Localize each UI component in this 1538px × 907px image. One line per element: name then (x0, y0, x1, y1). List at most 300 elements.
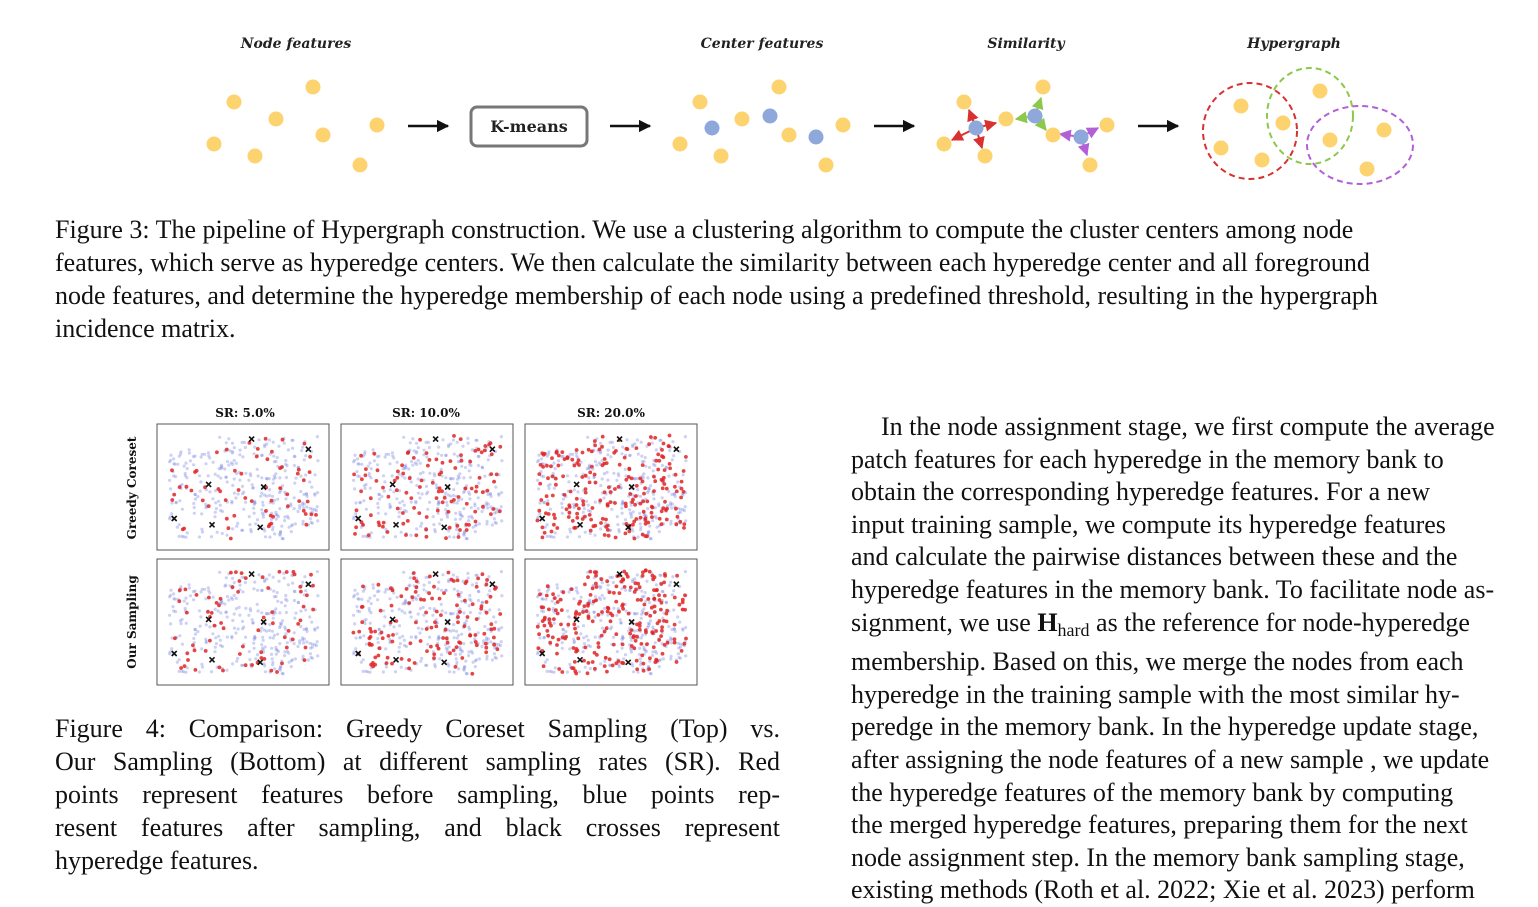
blue-point (599, 484, 602, 487)
red-point (386, 530, 390, 534)
blue-point (629, 454, 632, 457)
text-line: hyperedge features in the memory bank. To facilitate node as- (851, 574, 1495, 604)
blue-point (309, 517, 312, 520)
red-point (624, 502, 628, 506)
red-point (244, 663, 248, 667)
red-point (450, 500, 454, 504)
red-point (674, 473, 678, 477)
blue-point (239, 449, 242, 452)
blue-point (415, 527, 418, 530)
red-point (623, 456, 627, 460)
red-point (483, 444, 487, 448)
blue-point (293, 455, 296, 458)
blue-point (452, 629, 455, 632)
blue-point (360, 463, 363, 466)
red-point (213, 624, 217, 628)
blue-point (305, 492, 308, 495)
blue-point (367, 600, 370, 603)
blue-point (477, 496, 480, 499)
blue-point (223, 602, 226, 605)
blue-point (445, 589, 448, 592)
red-point (651, 574, 655, 578)
red-point (617, 659, 621, 663)
red-point (627, 529, 631, 533)
red-point (633, 537, 637, 541)
blue-point (475, 574, 478, 577)
blue-point (601, 477, 604, 480)
red-point (361, 585, 365, 589)
blue-point (488, 608, 491, 611)
blue-point (271, 657, 274, 660)
red-point (553, 596, 557, 600)
red-point (598, 499, 602, 503)
blue-point (537, 589, 540, 592)
red-point (592, 600, 596, 604)
blue-point (684, 570, 687, 573)
red-point (498, 510, 502, 514)
blue-point (384, 512, 387, 515)
red-point (458, 610, 462, 614)
blue-point (304, 473, 307, 476)
red-point (179, 666, 183, 670)
blue-point (281, 672, 284, 675)
blue-point (428, 607, 431, 610)
red-point (309, 573, 313, 577)
blue-point (383, 490, 386, 493)
blue-point (354, 647, 357, 650)
node-dot (353, 158, 368, 173)
red-point (545, 464, 549, 468)
red-point (361, 605, 365, 609)
red-point (546, 584, 550, 588)
blue-point (280, 601, 283, 604)
blue-point (313, 643, 316, 646)
center-dot (705, 121, 720, 136)
blue-point (422, 588, 425, 591)
blue-point (262, 527, 265, 530)
red-point (536, 625, 540, 629)
red-point (445, 637, 449, 641)
red-point (536, 646, 540, 650)
red-point (477, 448, 481, 452)
text-line: In the node assignment stage, we first compute the average (881, 412, 1495, 441)
blue-point (219, 476, 222, 479)
blue-point (392, 456, 395, 459)
blue-point (238, 453, 241, 456)
red-point (183, 664, 187, 668)
node-dot (269, 112, 284, 127)
red-point (446, 641, 450, 645)
red-point (455, 603, 459, 607)
blue-point (394, 535, 397, 538)
red-point (432, 652, 436, 656)
red-point (631, 636, 635, 640)
sr-label-20: SR: 20.0% (577, 406, 645, 420)
node-dot (316, 128, 331, 143)
blue-point (238, 614, 241, 617)
red-point (260, 656, 264, 660)
text-fragment: as the reference for node-hyperedge (1089, 607, 1470, 637)
blue-point (542, 636, 545, 639)
red-point (630, 500, 634, 504)
red-point (303, 442, 307, 446)
red-point (465, 502, 469, 506)
red-point (299, 619, 303, 623)
red-point (426, 464, 430, 468)
blue-point (477, 590, 480, 593)
blue-point (624, 653, 627, 656)
blue-point (368, 474, 371, 477)
caption-line: features, which serve as hyperedge centers. We then calculate the similarity between each hyperedge center and all foreground (55, 248, 1370, 277)
blue-point (477, 464, 480, 467)
blue-point (460, 498, 463, 501)
blue-point (488, 589, 491, 592)
blue-point (449, 612, 452, 615)
blue-point (639, 528, 642, 531)
blue-point (633, 577, 636, 580)
blue-point (561, 512, 564, 515)
red-point (460, 656, 464, 660)
blue-point (204, 462, 207, 465)
blue-point (624, 468, 627, 471)
blue-point (260, 627, 263, 630)
blue-point (593, 534, 596, 537)
red-point (471, 602, 475, 606)
red-point (673, 485, 677, 489)
red-point (244, 576, 248, 580)
red-point (572, 622, 576, 626)
blue-point (423, 584, 426, 587)
blue-point (659, 658, 662, 661)
red-point (473, 510, 477, 514)
blue-point (661, 464, 664, 467)
blue-point (291, 582, 294, 585)
red-point (428, 575, 432, 579)
red-point (563, 457, 567, 461)
blue-point (468, 497, 471, 500)
row-label-our-sampling: Our Sampling (125, 575, 139, 669)
red-point (413, 661, 417, 665)
blue-point (642, 595, 645, 598)
blue-point (356, 592, 359, 595)
red-point (407, 658, 411, 662)
red-point (546, 476, 550, 480)
blue-point (481, 601, 484, 604)
blue-point (398, 636, 401, 639)
blue-point (233, 627, 236, 630)
blue-point (402, 436, 405, 439)
red-point (552, 617, 556, 621)
red-point (675, 490, 679, 494)
red-point (303, 658, 307, 662)
blue-point (491, 658, 494, 661)
blue-point (251, 483, 254, 486)
blue-point (480, 645, 483, 648)
red-point (555, 652, 559, 656)
red-point (538, 482, 542, 486)
blue-point (466, 572, 469, 575)
blue-point (601, 581, 604, 584)
blue-point (184, 671, 187, 674)
blue-point (425, 485, 428, 488)
text-line: membership. Based on this, we merge the nodes from each (851, 647, 1464, 677)
blue-point (293, 631, 296, 634)
blue-point (200, 512, 203, 515)
blue-point (587, 509, 590, 512)
blue-point (293, 599, 296, 602)
red-point (352, 631, 356, 635)
blue-point (648, 622, 651, 625)
blue-point (225, 441, 228, 444)
blue-point (562, 498, 565, 501)
red-point (427, 591, 431, 595)
blue-point (493, 517, 496, 520)
blue-point (287, 583, 290, 586)
blue-point (242, 508, 245, 511)
red-point (172, 493, 176, 497)
blue-point (557, 594, 560, 597)
red-point (665, 487, 669, 491)
blue-point (676, 615, 679, 618)
red-point (360, 477, 364, 481)
red-point (664, 508, 668, 512)
blue-point (169, 515, 172, 518)
blue-point (544, 598, 547, 601)
red-point (594, 481, 598, 485)
red-point (603, 630, 607, 634)
blue-point (233, 581, 236, 584)
red-point (646, 521, 650, 525)
node-dot (1313, 84, 1328, 99)
red-point (660, 448, 664, 452)
red-point (424, 611, 428, 615)
red-point (435, 610, 439, 614)
red-point (553, 516, 557, 520)
blue-point (553, 487, 556, 490)
blue-point (398, 646, 401, 649)
red-point (459, 453, 463, 457)
red-point (291, 638, 295, 642)
blue-point (441, 438, 444, 441)
node-dot (999, 112, 1014, 127)
red-point (540, 451, 544, 455)
red-point (390, 662, 394, 666)
blue-point (494, 486, 497, 489)
blue-point (358, 475, 361, 478)
red-point (431, 481, 435, 485)
red-point (278, 570, 282, 574)
red-point (543, 624, 547, 628)
blue-point (176, 661, 179, 664)
text-line: after assigning the node features of a new sample , we update (851, 744, 1490, 774)
blue-point (230, 635, 233, 638)
blue-point (625, 438, 628, 441)
blue-point (638, 512, 641, 515)
blue-point (225, 611, 228, 614)
blue-point (377, 628, 380, 631)
red-point (464, 487, 468, 491)
red-point (385, 661, 389, 665)
blue-point (352, 460, 355, 463)
blue-point (219, 611, 222, 614)
red-point (572, 646, 576, 650)
red-point (401, 511, 405, 515)
red-point (662, 619, 666, 623)
red-point (638, 585, 642, 589)
red-point (547, 617, 551, 621)
blue-point (249, 609, 252, 612)
node-dot (1100, 118, 1115, 133)
red-point (551, 636, 555, 640)
blue-point (621, 512, 624, 515)
hyperedge-purple (1307, 106, 1413, 184)
red-point (557, 667, 561, 671)
blue-point (268, 629, 271, 632)
blue-point (214, 608, 217, 611)
blue-point (465, 619, 468, 622)
red-point (498, 612, 502, 616)
blue-point (444, 611, 447, 614)
red-point (575, 503, 579, 507)
blue-point (673, 492, 676, 495)
red-point (634, 639, 638, 643)
blue-point (671, 458, 674, 461)
node-dot (306, 80, 321, 95)
blue-point (274, 595, 277, 598)
red-point (419, 639, 423, 643)
blue-point (684, 626, 687, 629)
blue-point (377, 641, 380, 644)
blue-point (587, 639, 590, 642)
blue-point (221, 532, 224, 535)
red-point (653, 436, 657, 440)
red-point (634, 517, 638, 521)
blue-point (241, 441, 244, 444)
blue-point (536, 479, 539, 482)
blue-point (310, 521, 313, 524)
blue-point (419, 660, 422, 663)
blue-point (553, 622, 556, 625)
blue-point (489, 640, 492, 643)
blue-point (403, 639, 406, 642)
red-point (641, 480, 645, 484)
blue-point (354, 501, 357, 504)
red-point (642, 662, 646, 666)
red-point (555, 526, 559, 530)
blue-point (554, 467, 557, 470)
red-point (666, 641, 670, 645)
blue-point (268, 573, 271, 576)
blue-point (628, 508, 631, 511)
blue-point (668, 584, 671, 587)
red-point (645, 534, 649, 538)
red-point (591, 660, 595, 664)
red-point (283, 635, 287, 639)
red-point (406, 519, 410, 523)
red-point (495, 473, 499, 477)
red-point (271, 621, 275, 625)
blue-point (277, 515, 280, 518)
blue-point (491, 523, 494, 526)
blue-point (594, 595, 597, 598)
red-point (474, 490, 478, 494)
blue-point (589, 667, 592, 670)
blue-point (278, 507, 281, 510)
blue-point (641, 634, 644, 637)
red-point (434, 625, 438, 629)
red-point (302, 478, 306, 482)
red-point (455, 645, 459, 649)
red-point (414, 590, 418, 594)
red-point (575, 497, 579, 501)
red-point (399, 594, 403, 598)
blue-point (396, 461, 399, 464)
stage-label-node-features: Node features (240, 36, 352, 52)
blue-point (207, 586, 210, 589)
red-point (656, 621, 660, 625)
red-point (642, 510, 646, 514)
text-line: obtain the corresponding hyperedge features. For a new (851, 477, 1431, 507)
blue-point (612, 472, 615, 475)
red-point (224, 498, 228, 502)
blue-point (368, 597, 371, 600)
red-point (599, 521, 603, 525)
blue-point (353, 650, 356, 653)
red-point (463, 624, 467, 628)
blue-point (362, 499, 365, 502)
blue-point (353, 515, 356, 518)
blue-point (210, 670, 213, 673)
red-point (648, 656, 652, 660)
blue-point (652, 594, 655, 597)
blue-point (296, 510, 299, 513)
blue-point (284, 594, 287, 597)
blue-point (264, 670, 267, 673)
red-point (650, 606, 654, 610)
blue-point (631, 445, 634, 448)
blue-point (262, 639, 265, 642)
node-dot (819, 158, 834, 173)
blue-point (293, 496, 296, 499)
blue-point (642, 472, 645, 475)
blue-point (376, 637, 379, 640)
blue-point (494, 521, 497, 524)
blue-point (455, 528, 458, 531)
red-point (568, 505, 572, 509)
blue-point (599, 586, 602, 589)
blue-point (557, 459, 560, 462)
blue-point (231, 662, 234, 665)
red-point (549, 624, 553, 628)
red-point (561, 474, 565, 478)
blue-point (549, 508, 552, 511)
blue-point (264, 645, 267, 648)
blue-point (599, 662, 602, 665)
red-point (680, 487, 684, 491)
blue-point (174, 475, 177, 478)
blue-point (200, 663, 203, 666)
blue-point (219, 644, 222, 647)
text-line-with-math (851, 607, 1538, 647)
red-point (401, 522, 405, 526)
figure-4-comparison (120, 400, 710, 690)
red-point (626, 447, 630, 451)
blue-point (241, 590, 244, 593)
red-point (566, 623, 570, 627)
blue-point (261, 636, 264, 639)
red-point (250, 663, 254, 667)
blue-point (658, 530, 661, 533)
